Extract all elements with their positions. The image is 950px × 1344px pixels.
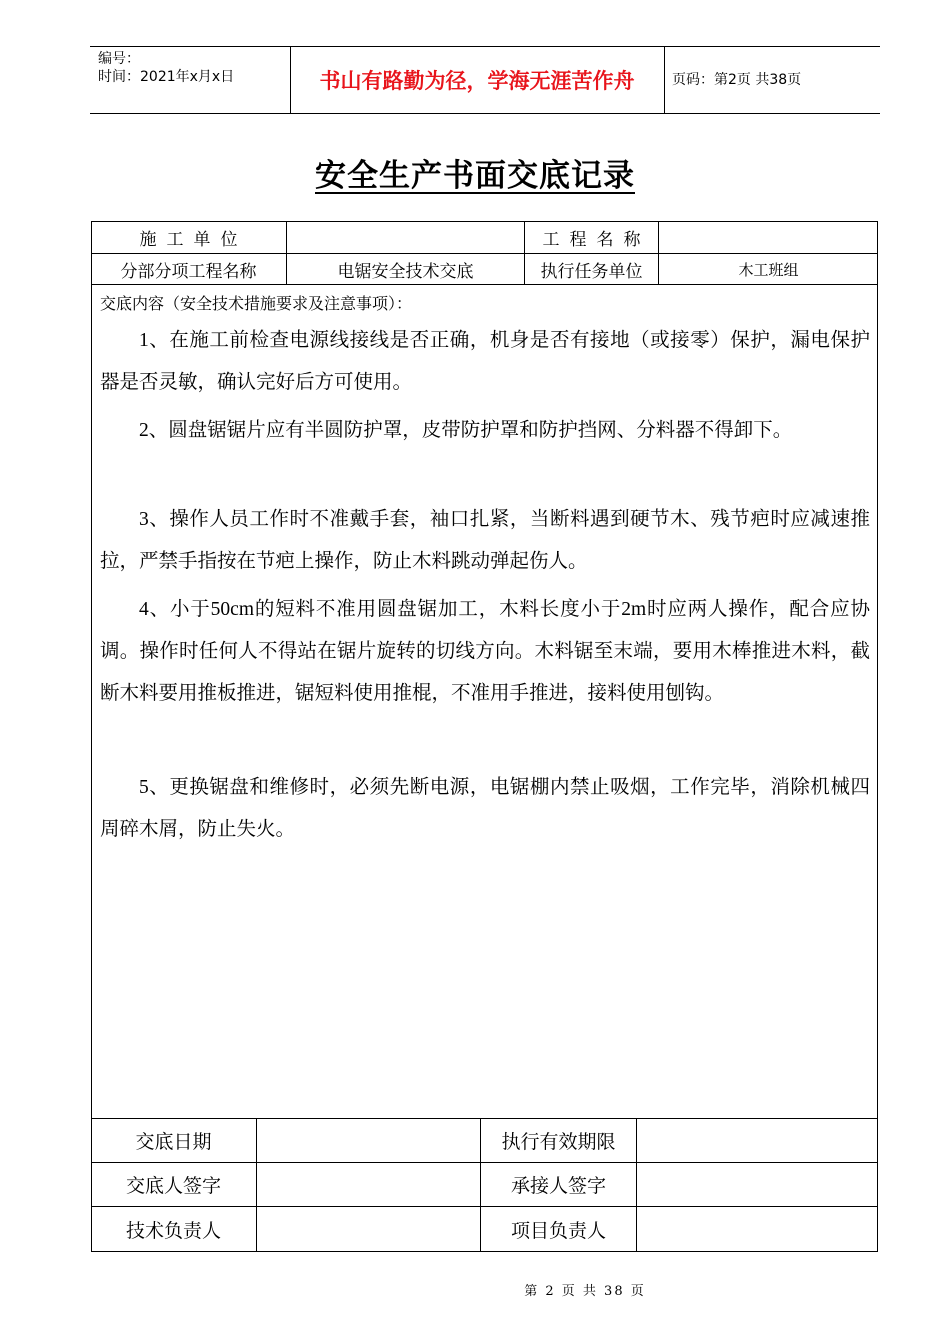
subproject-label: 分部分项工程名称	[120, 261, 257, 282]
tech-lead-field[interactable]	[257, 1207, 480, 1252]
receiver-signature-label: 承接人签字	[510, 1175, 606, 1197]
project-name-value[interactable]	[659, 222, 878, 253]
subproject-value[interactable]: 电锯安全技术交底	[337, 261, 474, 282]
page-footer: 第 2 页 共 38 页	[524, 1284, 646, 1299]
receiver-signature-field[interactable]	[637, 1163, 878, 1206]
disclosure-date-label: 交底日期	[135, 1131, 212, 1153]
header-divider-right	[664, 46, 665, 114]
project-name-label: 工程名称	[542, 230, 651, 250]
discloser-signature-label: 交底人签字	[125, 1175, 221, 1197]
disclosure-date-field[interactable]	[257, 1119, 480, 1162]
content-paragraph-4: 4、小于50cm的短料不准用圆盘锯加工，木料长度小于2m时应两人操作，配合应协调。操作时任何人不得站在锯片旋转的切线方向。木料锯至末端，要用木棒推进木料，截断木料要用推板推进，锯短料使用推棍，不准用手推进，接料使用刨钩。	[100, 599, 870, 704]
content-paragraph-2: 2、圆盘锯锯片应有半圆防护罩，皮带防护罩和防护挡网、分料器不得卸下。	[139, 420, 793, 441]
discloser-signature-field[interactable]	[257, 1163, 480, 1206]
project-lead-field[interactable]	[637, 1207, 878, 1252]
motto-text: 书山有路勤为径，学海无涯苦作舟	[319, 68, 635, 93]
content-paragraph-1: 1、在施工前检查电源线接线是否正确，机身是否有接地（或接零）保护，漏电保护器是否灵敏，确认完好后方可使用。	[100, 330, 870, 393]
page-code-label: 页码：第2页 共38页	[672, 72, 802, 88]
content-paragraph-3: 3、操作人员工作时不准戴手套，袖口扎紧，当断料遇到硬节木、残节疤时应减速推拉，严禁手指按在节疤上操作，防止木料跳动弹起伤人。	[100, 509, 870, 572]
tech-lead-label: 技术负责人	[125, 1220, 221, 1242]
validity-period-label: 执行有效期限	[501, 1131, 616, 1153]
document-title: 安全生产书面交底记录	[315, 158, 635, 194]
project-lead-label: 项目负责人	[510, 1220, 606, 1242]
construction-unit-label: 施工单位	[139, 230, 248, 250]
row-divider	[91, 284, 878, 285]
document-number-label: 编号：	[98, 51, 140, 67]
validity-period-field[interactable]	[637, 1119, 878, 1162]
executor-label: 执行任务单位	[540, 261, 643, 282]
construction-unit-value[interactable]	[287, 222, 524, 253]
content-label: 交底内容（安全技术措施要求及注意事项）：	[100, 294, 413, 313]
executor-value[interactable]: 木工班组	[738, 260, 799, 279]
content-paragraph-5: 5、更换锯盘和维修时，必须先断电源，电锯棚内禁止吸烟，工作完毕，消除机械四周碎木屑，防止失火。	[100, 777, 870, 840]
document-time-label: 时间：2021年x月x日	[98, 69, 235, 85]
